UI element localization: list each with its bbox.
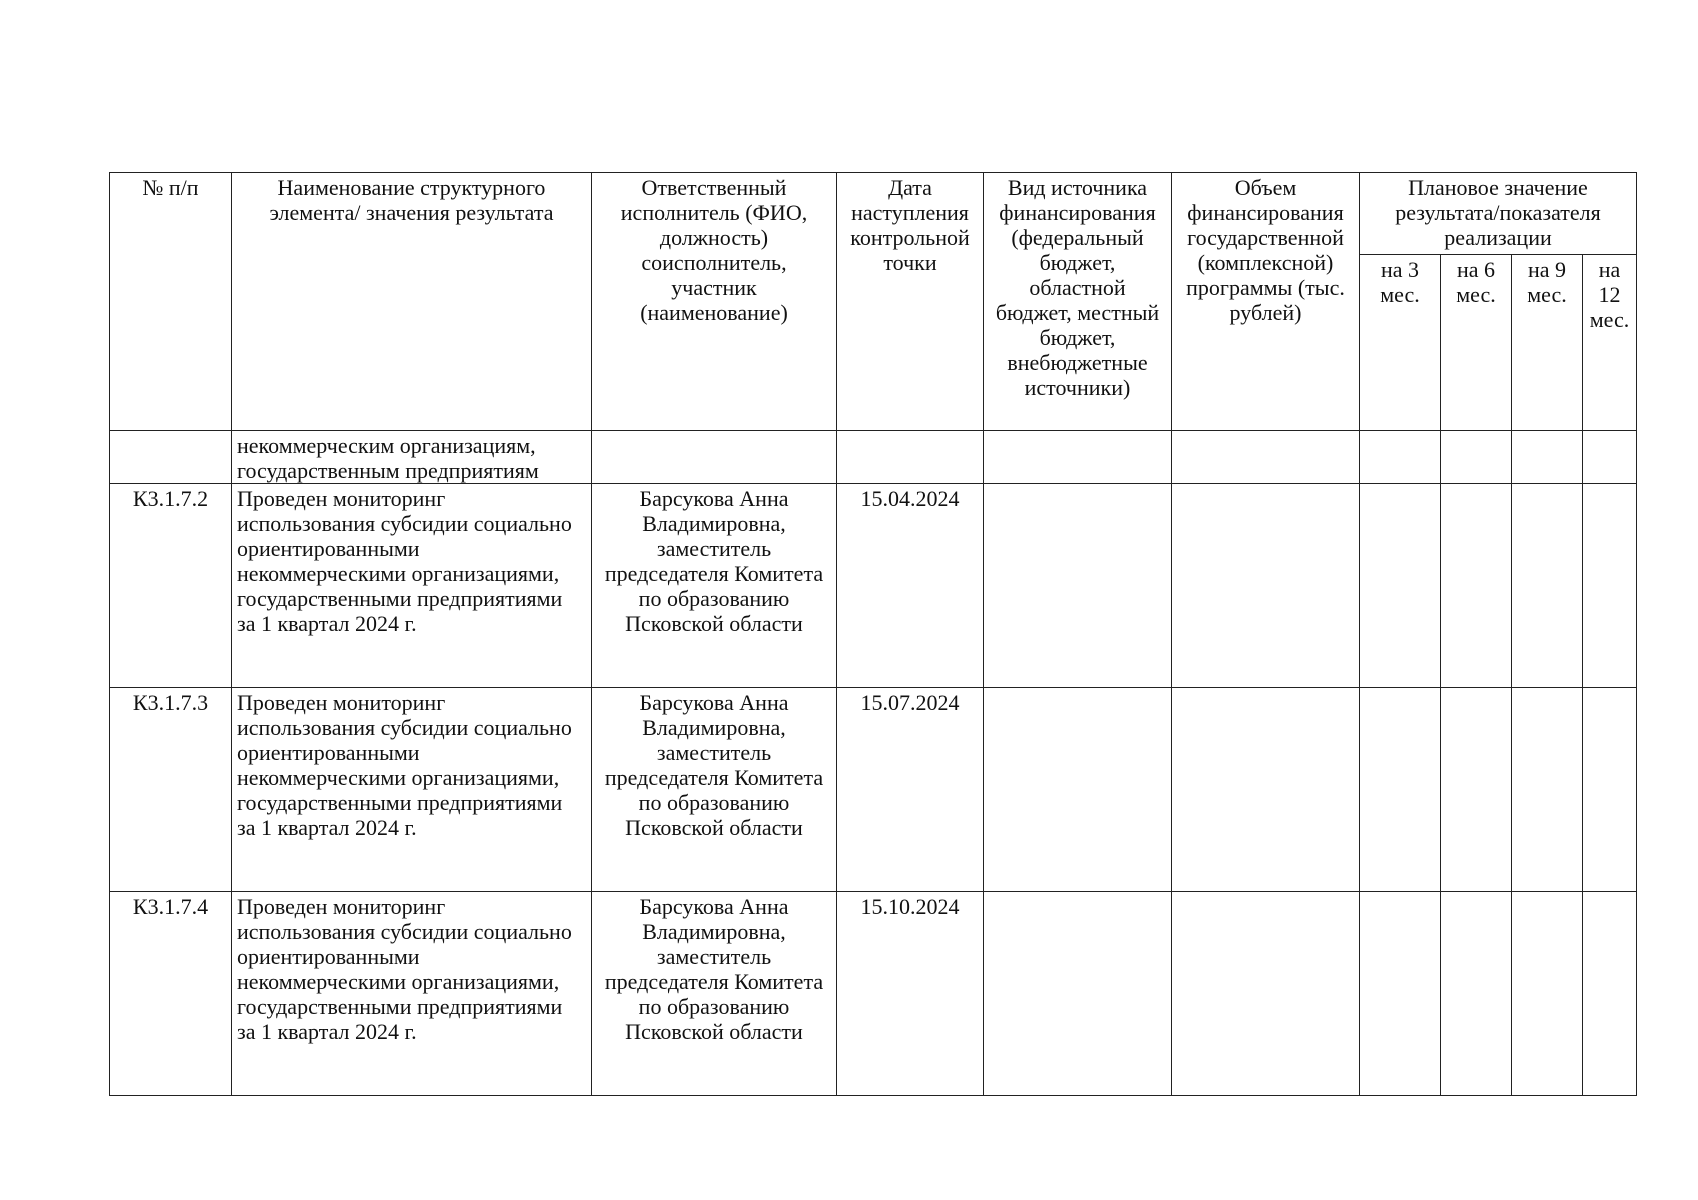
cell-period-6 <box>1441 431 1512 484</box>
cell-period-3 <box>1360 484 1441 688</box>
header-period-12: на 12 мес. <box>1583 255 1637 431</box>
cell-date: 15.07.2024 <box>837 688 984 892</box>
cell-name: некоммерческим организациям, государственным предприятиям <box>232 431 592 484</box>
table-row <box>110 484 1637 688</box>
cell-responsible: Барсукова Анна Владимировна, заместитель председателя Комитета по образованию Псковской области <box>592 484 837 688</box>
header-period-3: на 3 мес. <box>1360 255 1441 431</box>
header-volume: Объем финансирования государственной (комплексной) программы (тыс. рублей) <box>1172 173 1360 431</box>
cell-period-12 <box>1583 484 1637 688</box>
header-period-9: на 9 мес. <box>1512 255 1583 431</box>
header-source: Вид источника финансирования (федеральный бюджет, областной бюджет, местный бюджет, внебюджетные источники) <box>984 173 1172 431</box>
cell-period-6 <box>1441 484 1512 688</box>
cell-period-6 <box>1441 892 1512 1096</box>
table-row <box>110 892 1637 1096</box>
cell-period-3 <box>1360 688 1441 892</box>
continuation-row <box>110 431 1637 484</box>
cell-period-3 <box>1360 892 1441 1096</box>
cell-volume <box>1172 484 1360 688</box>
cell-source <box>984 431 1172 484</box>
header-row <box>110 173 1637 255</box>
cell-source <box>984 892 1172 1096</box>
cell-responsible <box>592 431 837 484</box>
cell-name: Проведен мониторинг использования субсидии социально ориентированными некоммерческими организациями, государственными предприятиями за 1 квартал 2024 г. <box>232 688 592 892</box>
header-num: № п/п <box>110 173 232 431</box>
cell-num: К3.1.7.4 <box>110 892 232 1096</box>
cell-num: К3.1.7.3 <box>110 688 232 892</box>
cell-responsible: Барсукова Анна Владимировна, заместитель председателя Комитета по образованию Псковской области <box>592 892 837 1096</box>
cell-source <box>984 688 1172 892</box>
header-period-6: на 6 мес. <box>1441 255 1512 431</box>
cell-name: Проведен мониторинг использования субсидии социально ориентированными некоммерческими организациями, государственными предприятиями за 1 квартал 2024 г. <box>232 892 592 1096</box>
cell-period-9 <box>1512 431 1583 484</box>
cell-period-9 <box>1512 484 1583 688</box>
cell-volume <box>1172 892 1360 1096</box>
table-row <box>110 688 1637 892</box>
cell-date: 15.10.2024 <box>837 892 984 1096</box>
cell-date <box>837 431 984 484</box>
plan-table <box>109 172 1637 1096</box>
cell-num: К3.1.7.2 <box>110 484 232 688</box>
cell-volume <box>1172 688 1360 892</box>
cell-date: 15.04.2024 <box>837 484 984 688</box>
cell-name: Проведен мониторинг использования субсидии социально ориентированными некоммерческими организациями, государственными предприятиями за 1 квартал 2024 г. <box>232 484 592 688</box>
header-planned: Плановое значение результата/показателя реализации <box>1360 173 1637 255</box>
cell-period-12 <box>1583 431 1637 484</box>
cell-volume <box>1172 431 1360 484</box>
cell-period-12 <box>1583 688 1637 892</box>
header-date: Дата наступления контрольной точки <box>837 173 984 431</box>
cell-period-3 <box>1360 431 1441 484</box>
header-name: Наименование структурного элемента/ значения результата <box>232 173 592 431</box>
cell-source <box>984 484 1172 688</box>
cell-period-9 <box>1512 688 1583 892</box>
cell-period-6 <box>1441 688 1512 892</box>
cell-responsible: Барсукова Анна Владимировна, заместитель председателя Комитета по образованию Псковской области <box>592 688 837 892</box>
header-responsible: Ответственный исполнитель (ФИО, должность) соисполнитель, участник (наименование) <box>592 173 837 431</box>
cell-num <box>110 431 232 484</box>
cell-period-9 <box>1512 892 1583 1096</box>
cell-period-12 <box>1583 892 1637 1096</box>
